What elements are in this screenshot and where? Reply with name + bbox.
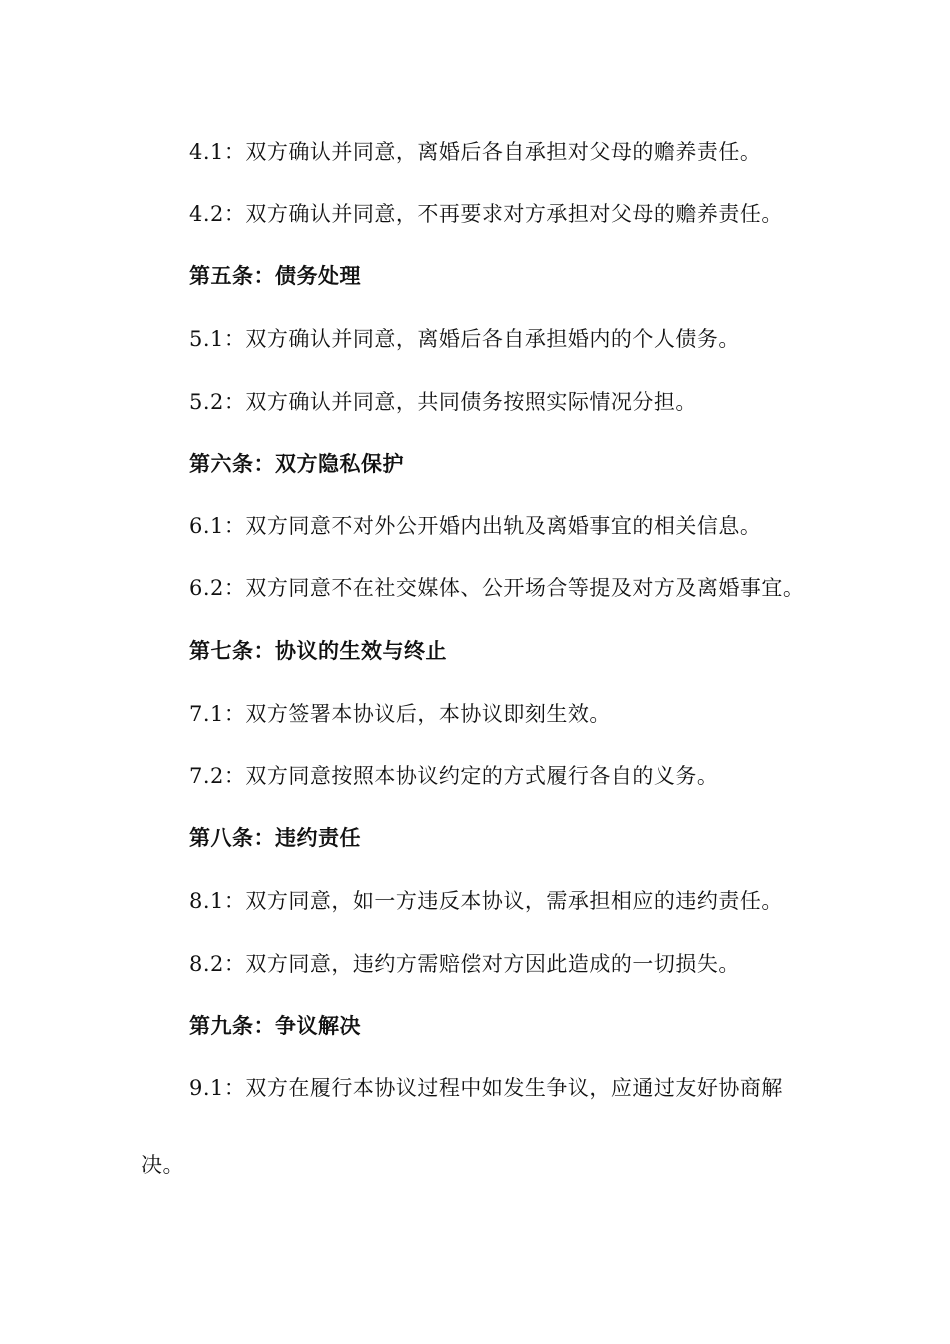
- clause-4-2: 4.2：双方确认并同意，不再要求对方承担对父母的赡养责任。: [189, 202, 783, 226]
- clause-7-1: 7.1：双方签署本协议后，本协议即刻生效。: [189, 702, 611, 726]
- clause-9-1: 9.1：双方在履行本协议过程中如发生争议，应通过友好协商解: [189, 1076, 783, 1100]
- clause-6-1: 6.1：双方同意不对外公开婚内出轨及离婚事宜的相关信息。: [189, 514, 762, 538]
- heading-article-5: 第五条：债务处理: [189, 264, 361, 288]
- heading-article-9: 第九条：争议解决: [189, 1014, 361, 1038]
- heading-article-7: 第七条：协议的生效与终止: [189, 639, 447, 663]
- heading-article-6: 第六条：双方隐私保护: [189, 452, 404, 476]
- clause-8-1: 8.1：双方同意，如一方违反本协议，需承担相应的违约责任。: [189, 889, 783, 913]
- clause-4-1: 4.1：双方确认并同意，离婚后各自承担对父母的赡养责任。: [189, 140, 762, 164]
- clause-5-1: 5.1：双方确认并同意，离婚后各自承担婚内的个人债务。: [189, 327, 740, 351]
- clause-5-2: 5.2：双方确认并同意，共同债务按照实际情况分担。: [189, 390, 697, 414]
- heading-article-8: 第八条：违约责任: [189, 826, 361, 850]
- clause-6-2: 6.2：双方同意不在社交媒体、公开场合等提及对方及离婚事宜。: [189, 576, 805, 600]
- clause-9-1-continuation: 决。: [141, 1153, 184, 1177]
- clause-8-2: 8.2：双方同意，违约方需赔偿对方因此造成的一切损失。: [189, 952, 740, 976]
- clause-7-2: 7.2：双方同意按照本协议约定的方式履行各自的义务。: [189, 764, 719, 788]
